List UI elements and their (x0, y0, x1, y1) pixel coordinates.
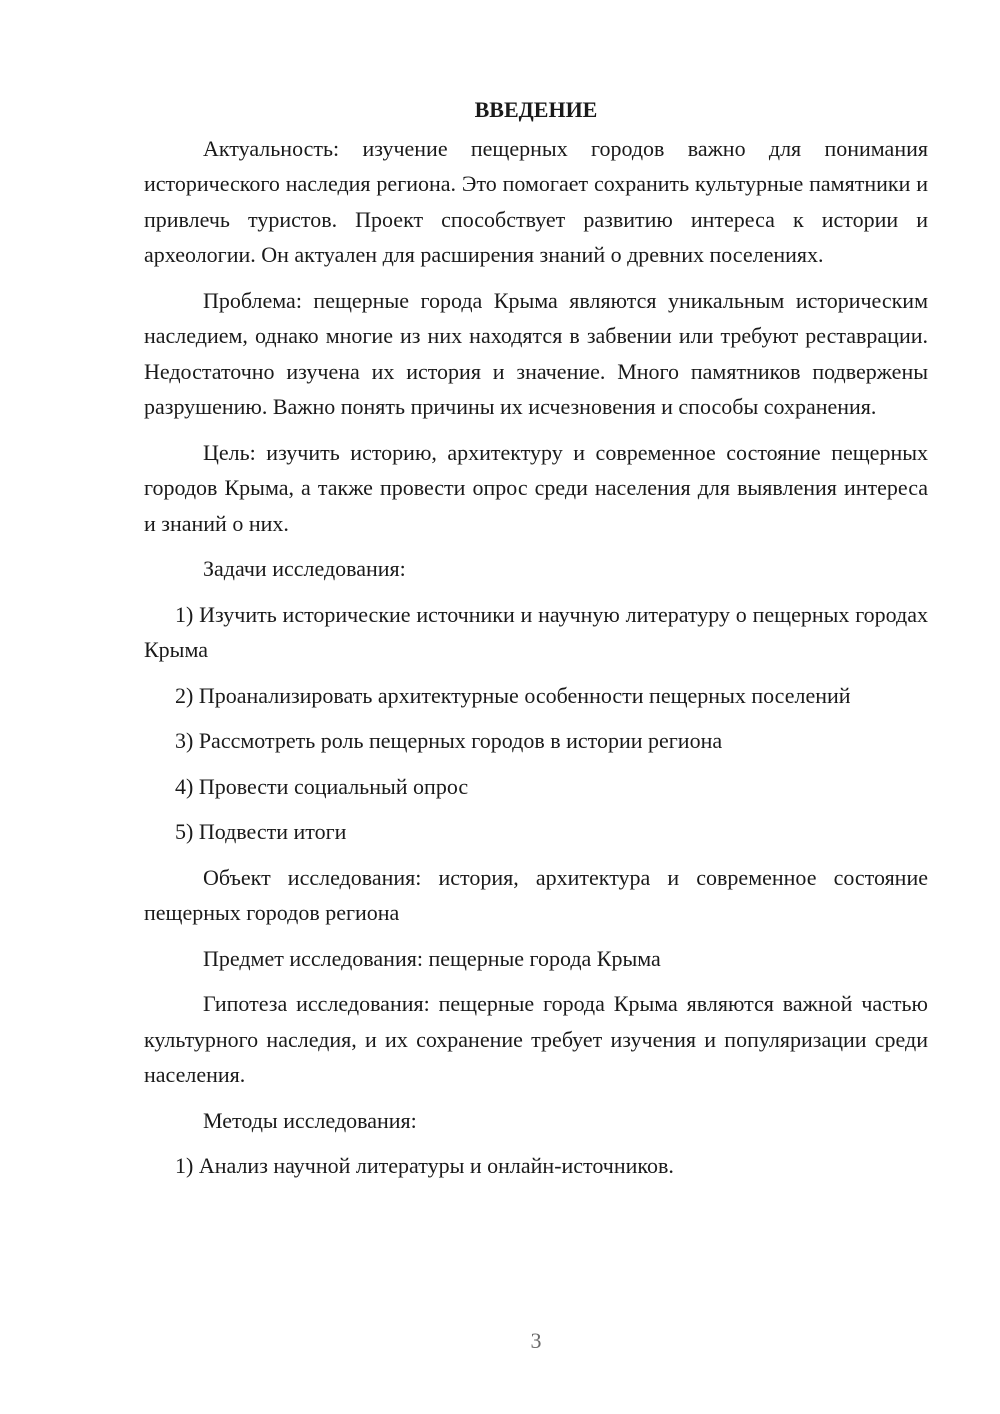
section-title: ВВЕДЕНИЕ (474, 97, 598, 122)
page-number: 3 (530, 1328, 542, 1353)
task-item-4: 4) Провести социальный опрос (175, 773, 469, 799)
tasks-heading: Задачи исследования: (203, 556, 406, 581)
task-item-5: 5) Подвести итоги (175, 819, 347, 844)
task-item-2: 2) Проанализировать архитектурные особенности пещерных поселений (175, 682, 851, 708)
relevance-paragraph: Актуальность: изучение пещерных городов важно для понимания исторического наследия региона. Это помогает сохранить культурные памятники и привлечь туристов. Проект способствует развитию интереса к истории и археологии. Он актуален для расширения знаний о древних поселениях. (144, 135, 928, 267)
document-page (144, 92, 928, 1194)
subject-paragraph: Предмет исследования: пещерные города Крыма (203, 945, 661, 971)
goal-paragraph: Цель: изучить историю, архитектуру и современное состояние пещерных городов Крыма, а также провести опрос среди населения для выявления интереса и знаний о них. (144, 439, 928, 536)
task-item-1: 1) Изучить исторические источники и научную литературу о пещерных городах Крыма (144, 601, 928, 662)
problem-paragraph: Проблема: пещерные города Крыма являются уникальным историческим наследием, однако многие из них находятся в забвении или требуют реставрации. Недостаточно изучена их история и значение. Много памятников подвержены разрушению. Важно понять причины их исчезновения и способы сохранения. (144, 287, 928, 419)
method-item-1: 1) Анализ научной литературы и онлайн-источников. (175, 1153, 674, 1178)
methods-heading: Методы исследования: (203, 1107, 417, 1133)
object-paragraph: Объект исследования: история, архитектура и современное состояние пещерных городов региона (144, 864, 928, 925)
task-item-3: 3) Рассмотреть роль пещерных городов в истории региона (175, 728, 723, 753)
hypothesis-paragraph: Гипотеза исследования: пещерные города Крыма являются важной частью культурного наследия, и их сохранение требует изучения и популяризации среди населения. (144, 991, 928, 1087)
